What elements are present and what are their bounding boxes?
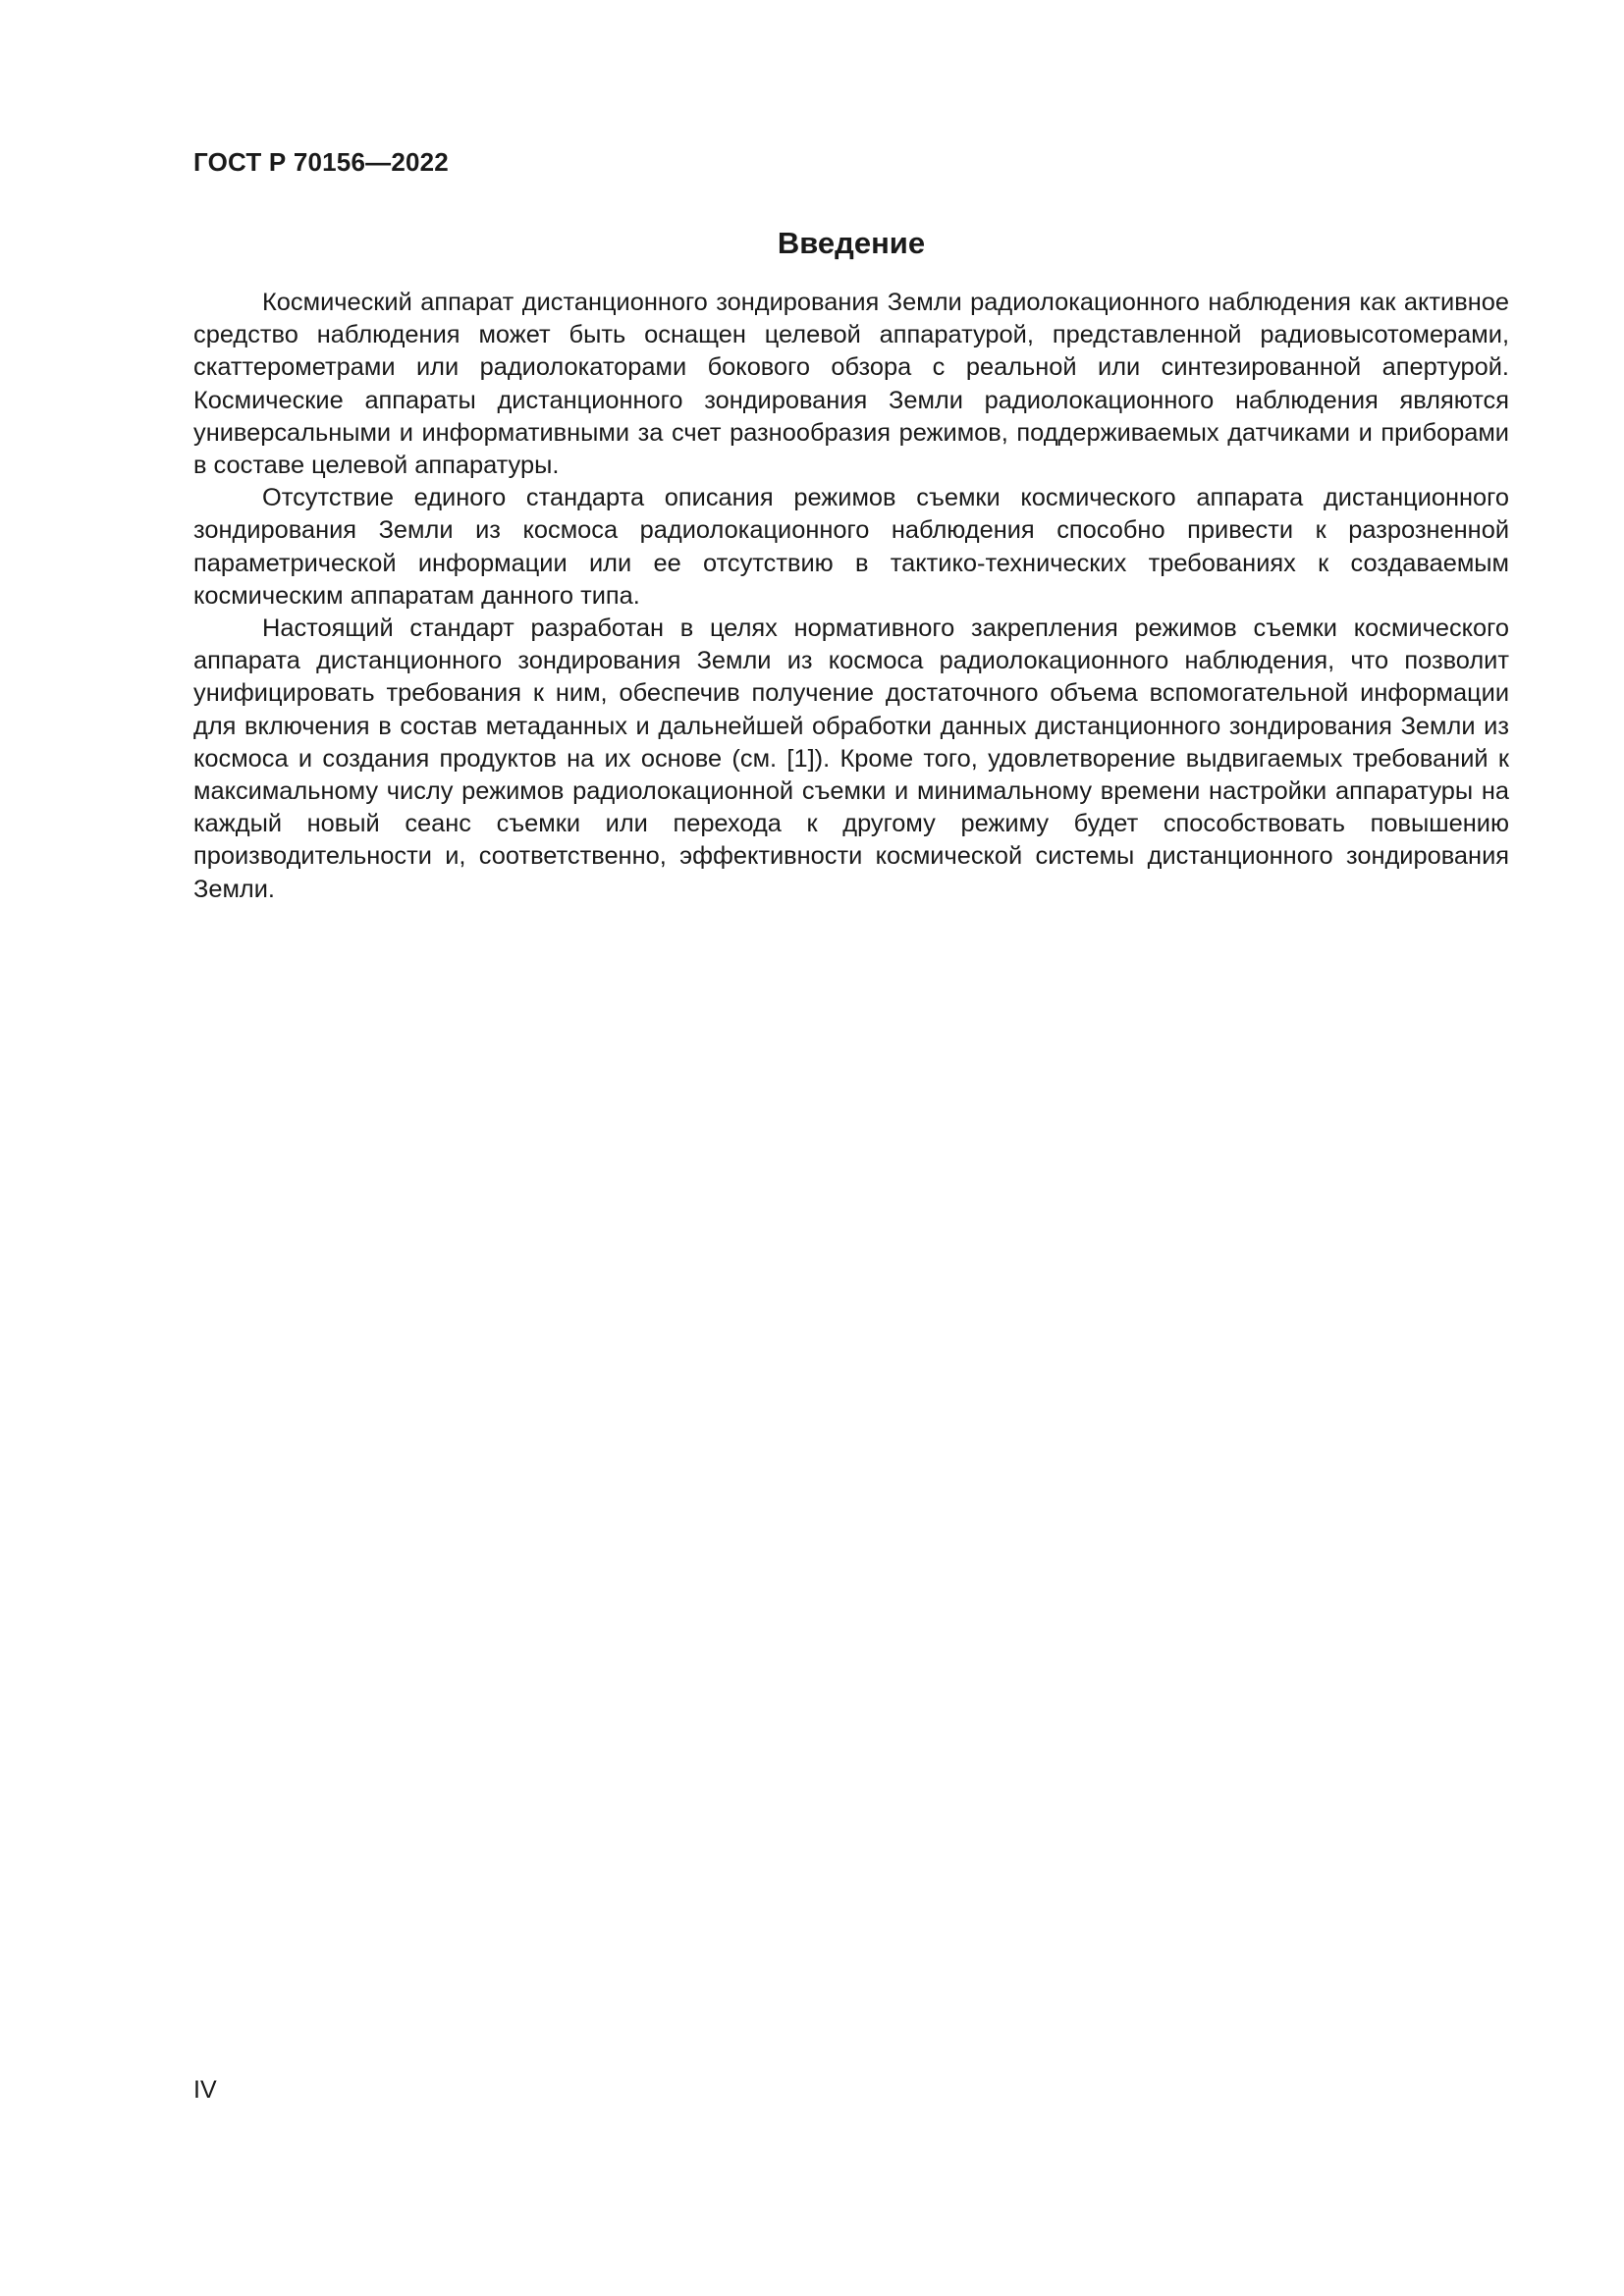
standard-id-header: ГОСТ Р 70156—2022 [193,147,449,177]
paragraph: Отсутствие единого стандарта описания режимов съемки космического аппарата дистанционного зондирования Земли из космоса радиолокационного наблюдения способно привести к разрозненной параметрической информации или ее отсутствию в тактико-технических требованиях к создаваемым космическим аппаратам данного типа. [193,484,1509,610]
paragraph: Космический аппарат дистанционного зондирования Земли радиолокационного наблюдения как активное средство наблюдения может быть оснащен целевой аппаратурой, представленной радиовысотомерами, скаттерометрами или радиолокаторами бокового обзора с реальной или синтезированной апертурой. Космические аппараты дистанционного зондирования Земли радиолокационного наблюдения являются универсальными и информативными за счет разнообразия режимов, поддерживаемых датчиками и приборами в составе целевой аппаратуры. [193,289,1509,480]
document-body [193,287,1509,906]
paragraph: Настоящий стандарт разработан в целях нормативного закрепления режимов съемки космического аппарата дистанционного зондирования Земли из космоса радиолокационного наблюдения, что позволит унифицировать требования к ним, обеспечив получение достаточного объема вспомогательной информации для включения в состав метаданных и дальнейшей обработки данных дистанционного зондирования Земли из космоса и создания продуктов на их основе (см. [1]). Кроме того, удовлетворение выдвигаемых требований к максимальному числу режимов радиолокационной съемки и минимальному времени настройки аппаратуры на каждый новый сеанс съемки или перехода к другому режиму будет способствовать повышению производительности и, соответственно, эффективности космической системы дистанционного зондирования Земли. [193,614,1509,903]
section-title: Введение [777,226,926,260]
page-number: IV [193,2076,217,2104]
